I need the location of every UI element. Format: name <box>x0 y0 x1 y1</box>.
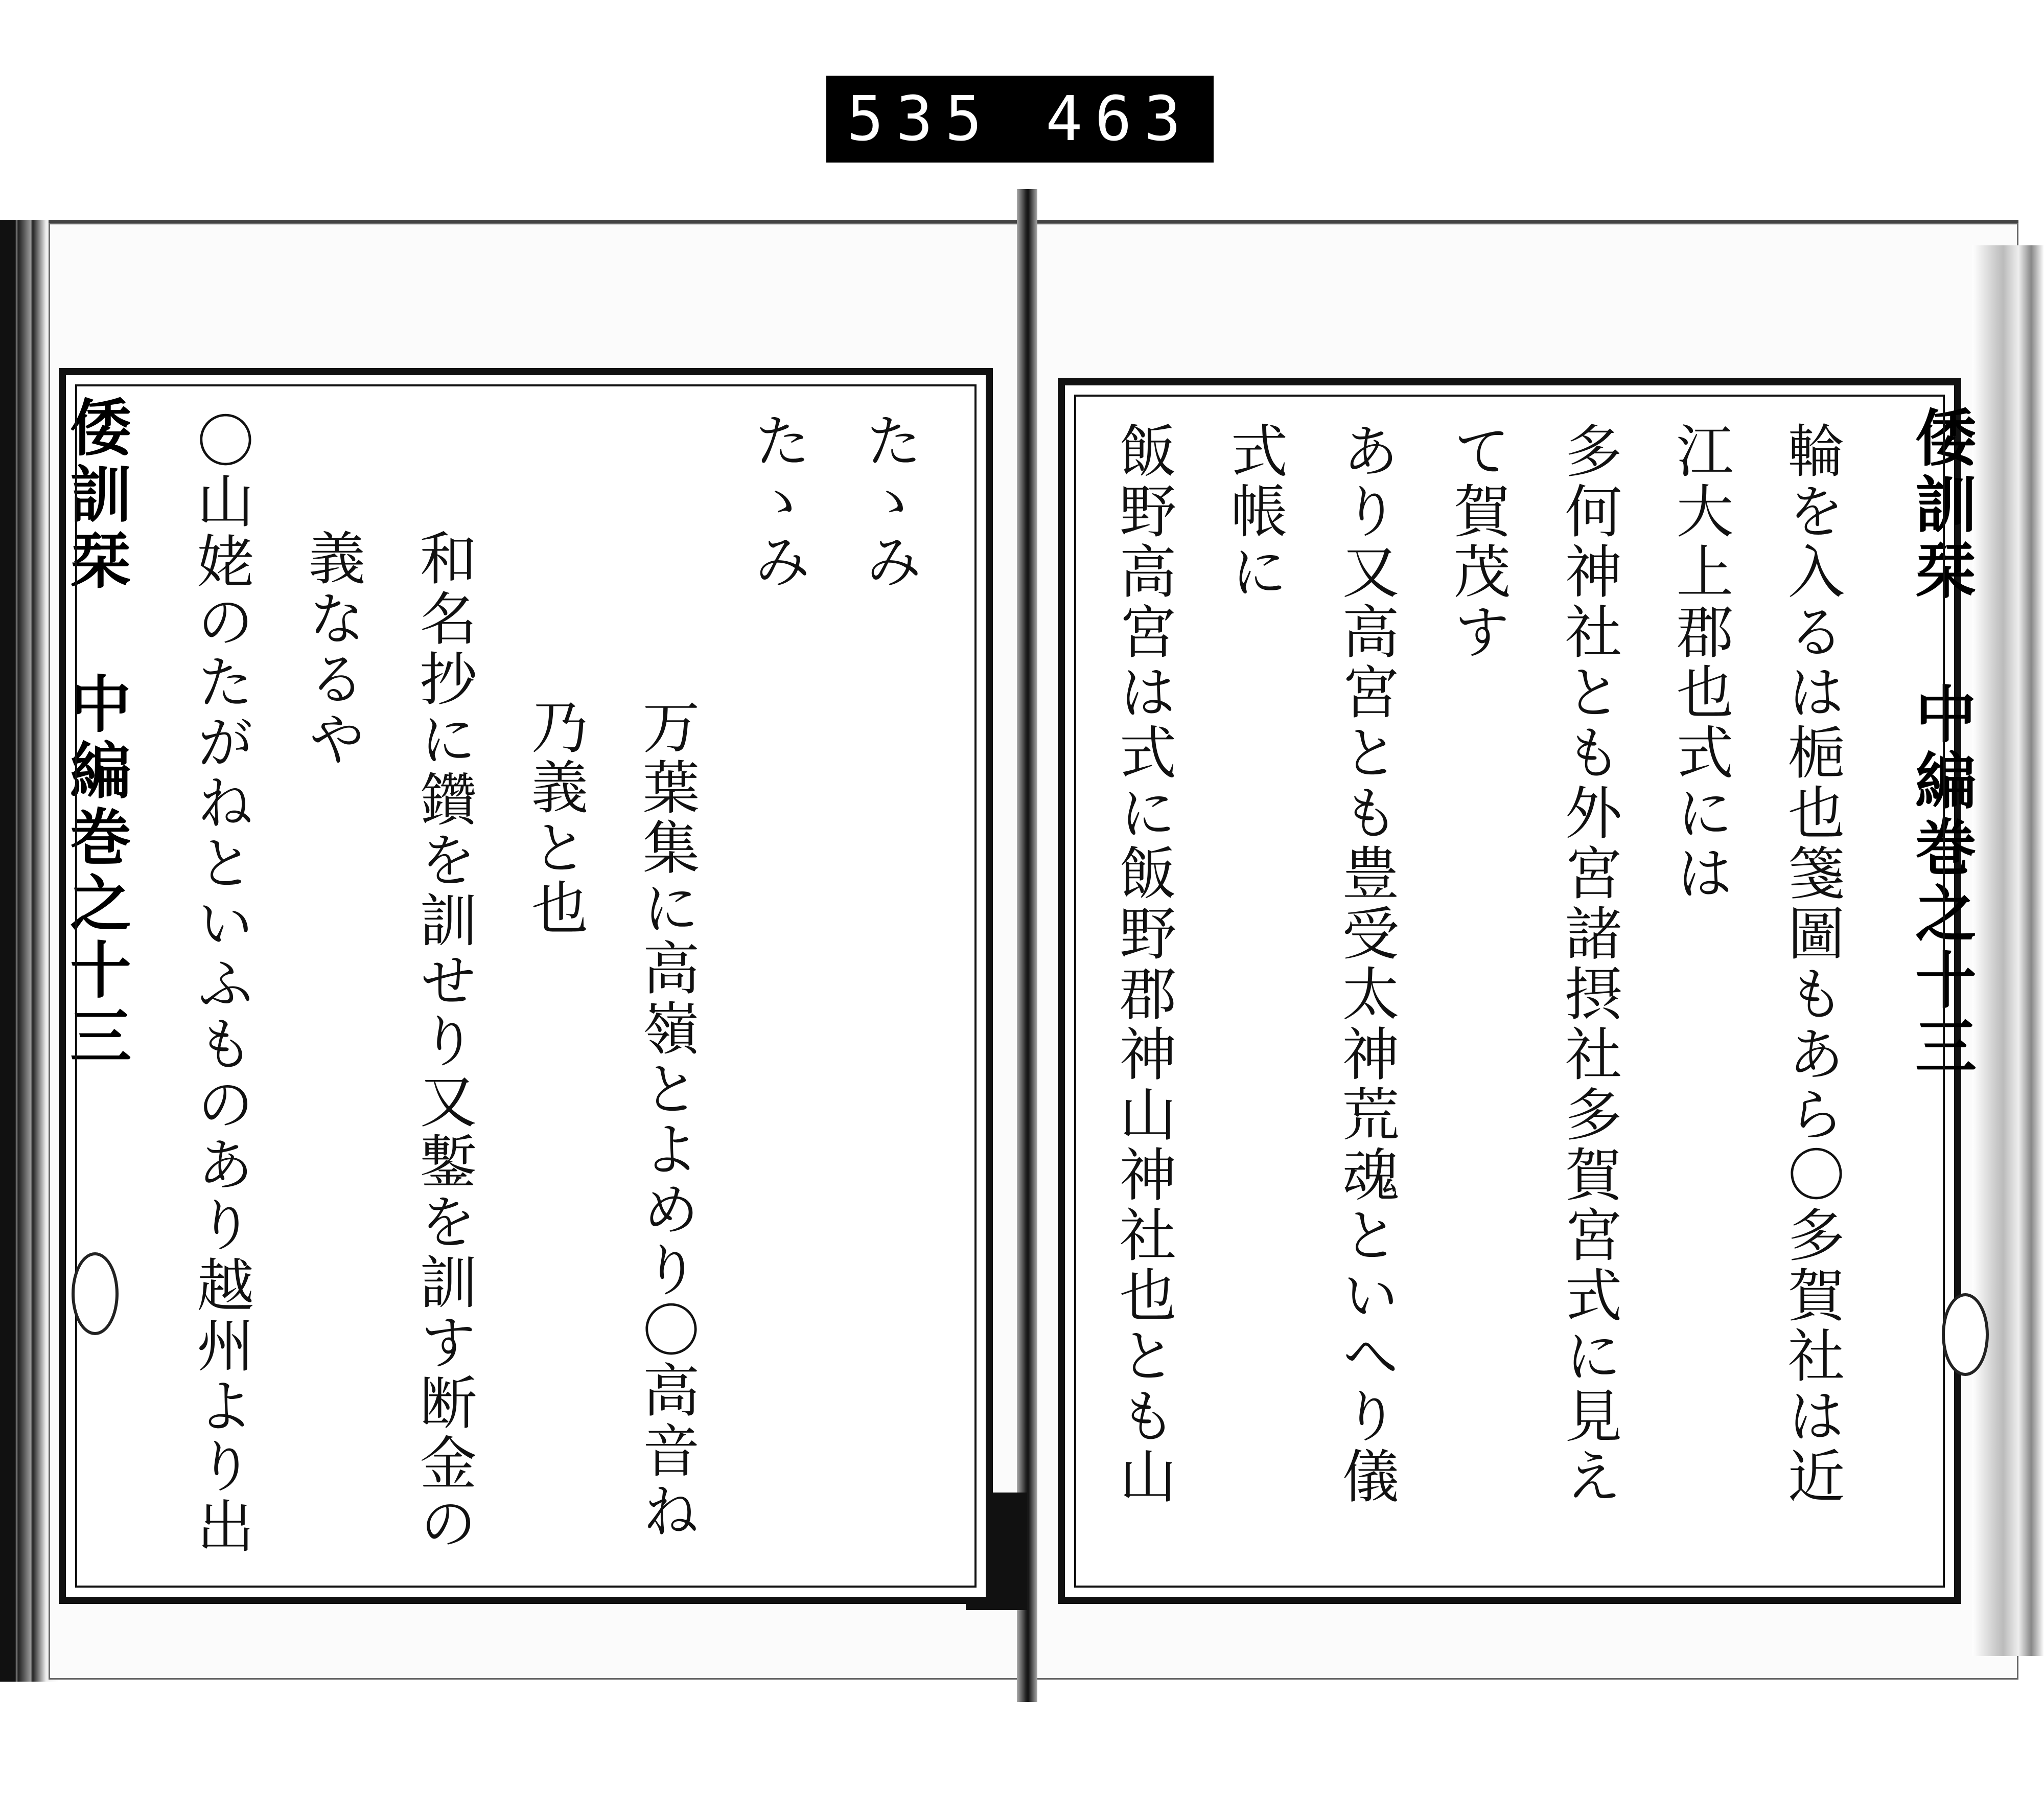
left-page-text-column: たゝみ <box>745 411 811 592</box>
right-hashira-title: 倭訓栞 中編巻之十三 <box>1905 406 1977 1081</box>
left-page-text-column: たゝみ <box>856 411 922 592</box>
right-page-hashira <box>1898 385 1985 1597</box>
right-binding-ring <box>1942 1293 1989 1376</box>
left-page-text-column: 〇山姥のたがねといふものあり越州より出 <box>188 411 254 1557</box>
left-page-text-column: 万葉集に高嶺とよめり〇高音ね乃義と也 <box>522 697 700 1542</box>
left-binding-ring <box>72 1252 119 1335</box>
right-page-text <box>1096 421 1867 1566</box>
scan-label <box>826 76 1214 163</box>
left-page-hashira <box>60 375 140 1597</box>
left-hashira-title: 倭訓栞 中編巻之十三 <box>60 396 132 1071</box>
scan-label-right: 463 <box>1046 83 1193 155</box>
right-page-text-column: あり又高宮とも豊受太神荒魂といへり儀式帳に <box>1221 421 1399 1507</box>
left-page-frame <box>59 368 993 1604</box>
book-gutter <box>1017 189 1037 1702</box>
scan-label-left: 535 <box>847 83 994 155</box>
right-page-frame <box>1058 378 1977 1604</box>
left-page-text-column: 和名抄に鑽を訓せり又鏨を訓す断金の義なるや <box>299 529 477 1554</box>
left-page-text <box>143 411 945 1566</box>
right-page-text-column: 多何神社とも外宮諸摂社多賀宮式に見えて賀茂す <box>1444 421 1622 1507</box>
right-page-text-column: 輪を入るは梔也箋圖もあら〇多賀社は近江大上郡也式には <box>1667 421 1845 1507</box>
right-page-text-column: 飯野高宮は式に飯野郡神山神社也とも山 <box>1110 421 1176 1507</box>
